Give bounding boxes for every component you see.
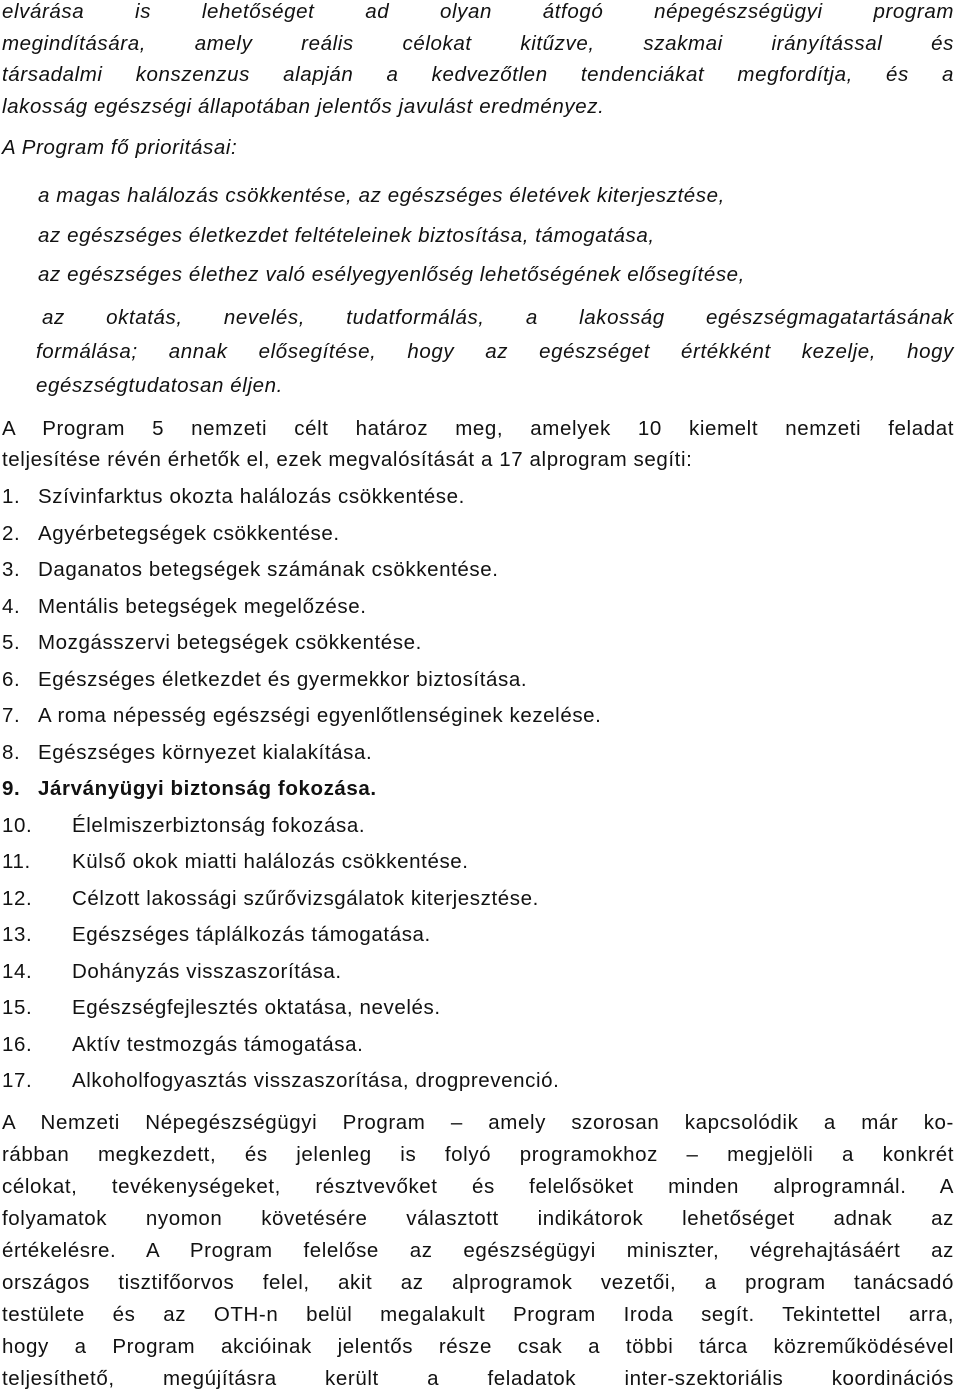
program-intro-line: A Program 5 nemzeti célt határoz meg, amelyek 10 kiemelt nemzeti feladat [2,417,954,440]
closing-line: rábban megkezdett, és jelenleg is folyó programokhoz – megjelöli a konkrét [2,1143,954,1166]
subprogram-number: 5. [2,631,21,654]
intro-line: megindítására, amely reális célokat kitűzve, szakmai irányítással és [2,31,954,55]
closing-line: testülete és az OTH-n belül megalakult Program Iroda segít. Tekintettel arra, [2,1303,954,1326]
subprogram-number: 2. [2,521,21,545]
subprogram-text: Dohányzás visszaszorítása. [72,959,342,983]
closing-line: országos tisztifőorvos felel, akit az alprogramok vezetői, a program tanácsadó [2,1271,954,1294]
subprogram-number: 16. [2,1032,33,1056]
priority-item-long [36,301,954,403]
program-intro-line: teljesítése révén érhetők el, ezek megvalósítását a 17 alprogram segíti: [2,448,693,471]
subprogram-number: 15. [2,996,33,1019]
subprogram-number: 7. [2,704,21,727]
subprogram-text: Aktív testmozgás támogatása. [72,1032,364,1056]
subprogram-item [2,808,954,845]
subprogram-text: Agyérbetegségek csökkentése. [38,521,340,545]
subprogram-text: Szívinfarktus okozta halálozás csökkentése. [38,485,465,508]
priority-long-line: egészségtudatosan éljen. [36,374,283,397]
subprogram-number: 13. [2,923,33,946]
subprogram-number: 12. [2,886,33,910]
subprogram-item [2,735,954,772]
subprogram-number: 11. [2,850,31,873]
subprogram-text: Mentális betegségek megelőzése. [38,594,367,618]
intro-line: lakosság egészségi állapotában jelentős javulást eredményez. [2,94,605,118]
priority-long-line: az oktatás, nevelés, tudatformálás, a lakosság egészségmagatartásának [42,306,954,329]
intro-line: elvárása is lehetőséget ad olyan átfogó népegészségügyi program [2,0,954,23]
subprogram-item [2,990,954,1027]
subprogram-item [2,698,954,735]
priority-long-line: formálása; annak elősegítése, hogy az egészséget értékként kezelje, hogy [36,340,954,363]
subprogram-number: 6. [2,667,21,691]
subprogram-item [2,954,954,991]
subprogram-number: 14. [2,959,33,983]
subprogram-text: A roma népesség egészségi egyenlőtlenséginek kezelése. [38,704,602,727]
subprogram-item [2,479,954,516]
program-intro-paragraph [2,413,954,475]
subprogram-number: 4. [2,594,21,618]
subprogram-item [2,844,954,881]
priority-item: az egészséges életkezdet feltételeinek biztosítása, támogatása, [38,224,655,247]
subprogram-text: Járványügyi biztonság fokozása. [38,777,377,800]
subprogram-number: 17. [2,1069,33,1092]
subprogram-text: Egészséges környezet kialakítása. [38,740,373,764]
intro-line: társadalmi konszenzus alapján a kedvezőtlen tendenciákat megfordítja, és a [2,63,954,86]
priority-item: az egészséges élethez való esélyegyenlőség lehetőségének elősegítése, [38,263,745,286]
subprogram-item [2,1027,954,1064]
closing-line: hogy a Program akcióinak jelentős része csak a többi tárca közreműködésével [2,1335,954,1358]
priorities-title: A Program fő prioritásai: [2,136,238,159]
subprogram-text: Külső okok miatti halálozás csökkentése. [72,850,469,873]
subprogram-text: Daganatos betegségek számának csökkentése. [38,558,499,581]
subprogram-item [2,552,954,589]
intro-paragraph [2,0,954,122]
subprogram-text: Célzott lakossági szűrővizsgálatok kiterjesztése. [72,886,539,910]
subprogram-item [2,516,954,553]
subprogram-number: 1. [2,485,21,508]
closing-line: értékelésre. A Program felelőse az egészségügyi miniszter, végrehajtásáért az [2,1239,954,1262]
subprogram-text: Egészséges életkezdet és gyermekkor biztosítása. [38,667,528,691]
subprogram-number: 3. [2,558,21,581]
subprogram-text: Élelmiszerbiztonság fokozása. [72,813,366,837]
closing-line: teljesíthető, megújításra került a feladatok inter-szektoriális koordinációs [2,1367,954,1390]
subprogram-text: Alkoholfogyasztás visszaszorítása, drogprevenció. [72,1069,560,1092]
closing-line: A Nemzeti Népegészségügyi Program – amely szorosan kapcsolódik a már ko- [2,1111,954,1134]
closing-line: célokat, tevékenységeket, résztvevőket és felelősöket minden alprogramnál. A [2,1175,954,1198]
closing-paragraph [2,1107,954,1395]
subprogram-number: 8. [2,740,21,764]
subprogram-number: 9. [2,777,21,800]
subprogram-item [2,662,954,699]
subprogram-item [2,771,954,808]
subprogram-item [2,625,954,662]
subprogram-text: Mozgásszervi betegségek csökkentése. [38,631,422,654]
subprogram-list [2,479,954,1100]
subprogram-item [2,917,954,954]
subprogram-item [2,1063,954,1100]
subprogram-item [2,589,954,626]
closing-line: folyamatok nyomon követésére választott indikátorok lehetőséget adnak az [2,1207,954,1230]
subprogram-number: 10. [2,813,33,837]
subprogram-item [2,881,954,918]
subprogram-text: Egészségfejlesztés oktatása, nevelés. [72,996,441,1019]
priority-item: a magas halálozás csökkentése, az egészséges életévek kiterjesztése, [38,184,725,207]
subprogram-text: Egészséges táplálkozás támogatása. [72,923,431,946]
